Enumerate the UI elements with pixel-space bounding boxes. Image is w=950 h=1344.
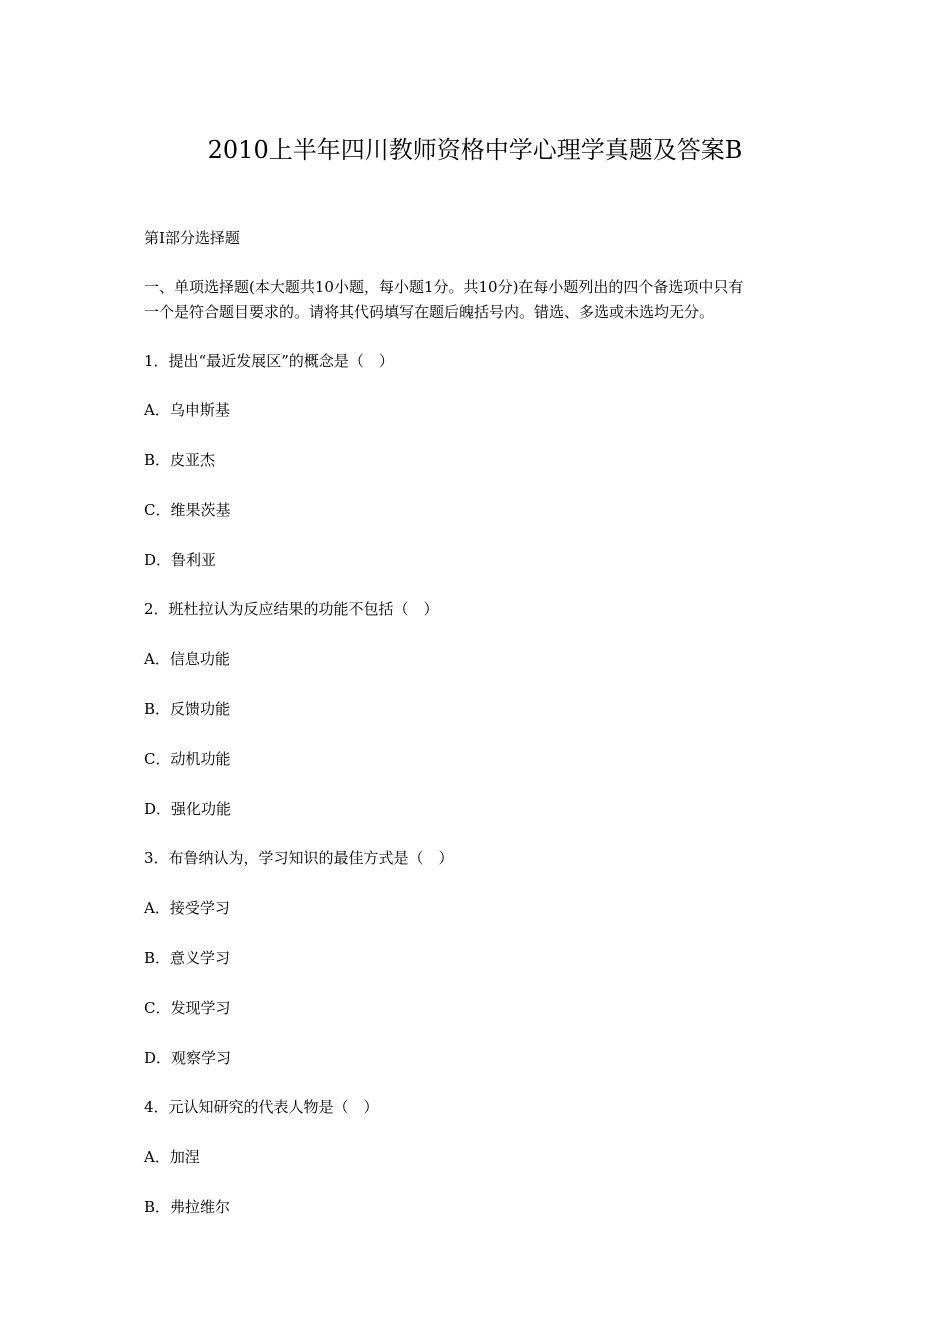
question-option: A．信息功能 [144, 650, 230, 668]
question-stem: 3．布鲁纳认为，学习知识的最佳方式是（ ） [144, 849, 454, 867]
question-stem: 2．班杜拉认为反应结果的功能不包括（ ） [144, 600, 439, 618]
question-option: D．观察学习 [144, 1049, 232, 1067]
question-option: B．意义学习 [144, 949, 231, 967]
section-heading: 第Ⅰ部分选择题 [144, 229, 240, 247]
question-option: C．发现学习 [144, 999, 231, 1017]
question-option: C．维果茨基 [144, 501, 231, 519]
instructions-line: 一个是符合题目要求的。请将其代码填写在题后魄括号内。错选、多选或未选均无分。 [144, 303, 715, 321]
instructions-line: 一、单项选择题(本大题共10小题，每小题1分。共10分)在每小题列出的四个备选项中只有 [144, 278, 744, 296]
question-option: A．接受学习 [144, 899, 230, 917]
instructions [144, 275, 824, 325]
question-option: A．乌申斯基 [144, 401, 230, 419]
question-option: C．动机功能 [144, 750, 231, 768]
question-stem: 1．提出“最近发展区”的概念是（ ） [144, 352, 394, 370]
document-title: 2010上半年四川教师资格中学心理学真题及答案B [207, 136, 743, 164]
question-option: B．反馈功能 [144, 700, 231, 718]
question-option: D．鲁利亚 [144, 551, 217, 569]
question-option: A．加涅 [144, 1148, 200, 1166]
question-option: D．强化功能 [144, 800, 232, 818]
question-stem: 4．元认知研究的代表人物是（ ） [144, 1098, 379, 1116]
question-option: B．弗拉维尔 [144, 1198, 231, 1216]
question-option: B．皮亚杰 [144, 451, 216, 469]
